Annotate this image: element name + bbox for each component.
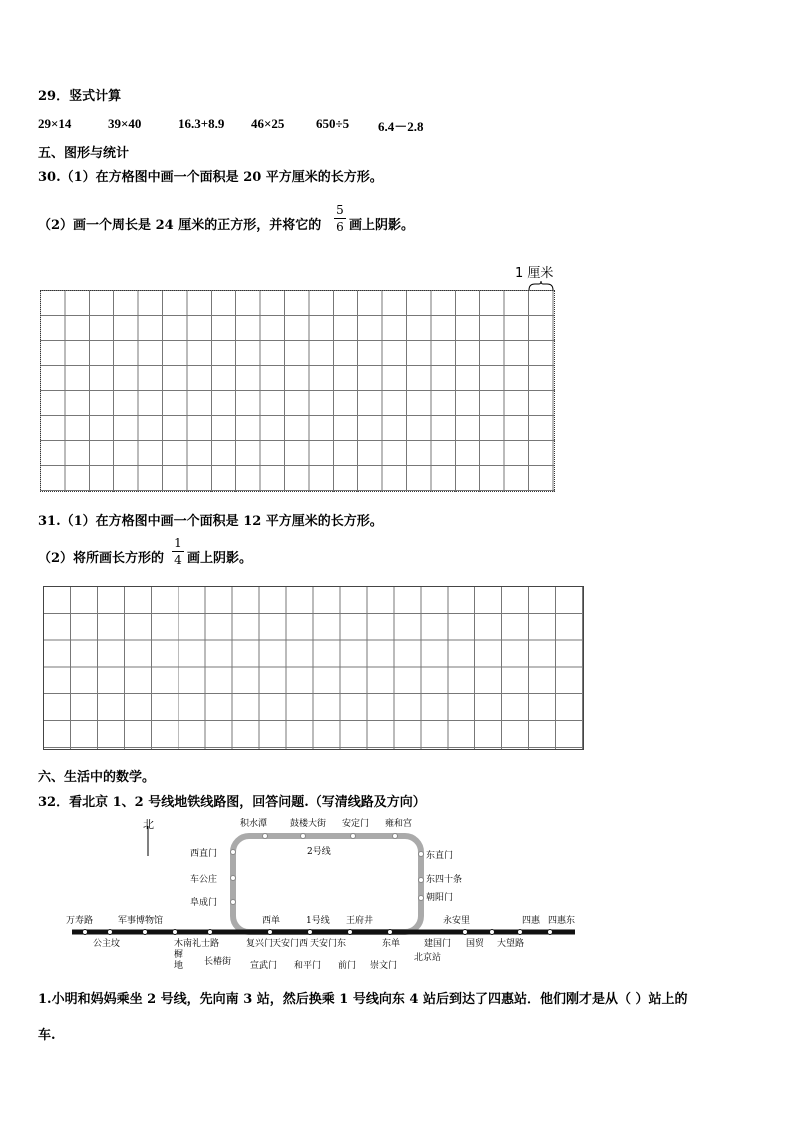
calc-item-5: 650÷5: [316, 116, 350, 131]
q29-title: 29．竖式计算: [38, 89, 122, 104]
station-dot: [518, 930, 523, 935]
station-label: 天安门东: [310, 939, 347, 949]
station-dot: [83, 930, 88, 935]
station-dot: [268, 930, 273, 935]
station-label: 雍和宫: [385, 819, 413, 829]
station-label: 车公庄: [190, 875, 218, 885]
station-label: 西直门: [190, 849, 218, 859]
station-label: 东四十条: [426, 875, 463, 885]
station-label: 东单: [382, 939, 401, 949]
station-label: 复兴门: [246, 939, 274, 949]
station-label: 北京站: [414, 953, 442, 963]
station-label: 四惠: [522, 916, 541, 926]
line2-label: 2号线: [307, 847, 331, 857]
station-label: 建国门: [424, 939, 452, 949]
station-dot: [231, 876, 236, 881]
station-dot: [208, 930, 213, 935]
q30-part1: 30.（1）在方格图中画一个面积是 20 平方厘米的长方形。: [38, 170, 383, 185]
q31-fraction-den: 4: [174, 553, 182, 567]
station-dot: [301, 834, 306, 839]
q31-part2-text: （2）将所画长方形的: [38, 551, 165, 566]
fraction-bar: [334, 218, 346, 219]
calc-item-3: 16.3+8.9: [178, 116, 225, 131]
q31-fraction-num: 1: [174, 536, 182, 550]
station-dot: [143, 930, 148, 935]
q30-part2-text: （2）画一个周长是 24 厘米的正方形，并将它的: [38, 218, 322, 233]
station-label: 万寿路: [66, 916, 94, 926]
station-label: 鼓楼大街: [290, 819, 327, 829]
calc-item-2: 39×40: [108, 116, 142, 131]
station-label: 和平门: [294, 961, 322, 971]
grid-30[interactable]: [40, 290, 555, 492]
grid-31[interactable]: [43, 586, 584, 750]
q31-part1: 31.（1）在方格图中画一个面积是 12 平方厘米的长方形。: [38, 514, 383, 529]
station-label: 军事博物馆: [118, 916, 164, 926]
station-dot: [393, 834, 398, 839]
calc-item-6: 6.4－2.8: [378, 119, 424, 134]
station-dot: [231, 850, 236, 855]
station-label: 东直门: [426, 851, 454, 861]
station-label: 阜成门: [190, 898, 218, 908]
station-dot: [108, 930, 113, 935]
q32-question-line2: 车.: [38, 1028, 56, 1043]
station-dot: [231, 900, 236, 905]
station-label: 王府井: [346, 916, 374, 926]
station-dot: [419, 896, 424, 901]
station-dot: [419, 852, 424, 857]
q30-fraction: [334, 203, 346, 234]
station-label: 大望路: [497, 939, 525, 949]
station-label: 永安里: [443, 916, 471, 926]
station-label: 四惠东: [548, 916, 576, 926]
section-6-heading: 六、生活中的数学。: [38, 770, 156, 785]
q32-question-line1: 1.小明和妈妈乘坐 2 号线，先向南 3 站，然后换乘 1 号线向东 4 站后到达了四惠站．他们刚才是从（ ）站上的: [38, 992, 688, 1007]
station-dot: [351, 834, 356, 839]
q30-fraction-den: 6: [336, 220, 344, 234]
station-label: 朝阳门: [426, 893, 454, 903]
station-label: 天安门西: [272, 939, 309, 949]
line1-label: 1号线: [306, 916, 330, 926]
station-label: 西单: [262, 916, 281, 926]
station-label: 木南礼士路: [174, 939, 220, 949]
station-label: 前门: [338, 961, 357, 971]
calc-item-4: 46×25: [251, 116, 285, 131]
station-dot: [463, 930, 468, 935]
q31-part2-after: 画上阴影。: [187, 551, 253, 566]
station-dot: [490, 930, 495, 935]
q30-part2-after: 画上阴影。: [349, 218, 415, 233]
fraction-bar: [172, 551, 184, 552]
q32-title: 32．看北京 1、2 号线地铁线路图，回答问题.（写清线路及方向）: [38, 795, 426, 810]
station-label: 国贸: [466, 939, 485, 949]
north-label: 北: [143, 818, 154, 831]
station-dot: [419, 878, 424, 883]
section-5-heading: 五、图形与统计: [38, 146, 130, 161]
subway-map: [60, 812, 585, 977]
unit-label: 1 厘米: [515, 266, 554, 281]
station-label: 地: [174, 961, 184, 971]
calc-item-1: 29×14: [38, 116, 72, 131]
station-dot: [348, 930, 353, 935]
station-dot: [548, 930, 553, 935]
station-label: 积水潭: [240, 819, 268, 829]
station-label: 长椿街: [204, 957, 232, 967]
q30-fraction-num: 5: [336, 203, 344, 217]
station-dot: [173, 930, 178, 935]
station-dot: [388, 930, 393, 935]
station-label: 宣武门: [250, 961, 278, 971]
station-dot: [263, 834, 268, 839]
station-label: 崇文门: [370, 961, 398, 971]
station-label: 樨: [174, 950, 184, 960]
q31-fraction: [172, 536, 184, 567]
station-dot: [308, 930, 313, 935]
station-label: 公主坟: [93, 939, 121, 949]
station-label: 安定门: [342, 819, 370, 829]
